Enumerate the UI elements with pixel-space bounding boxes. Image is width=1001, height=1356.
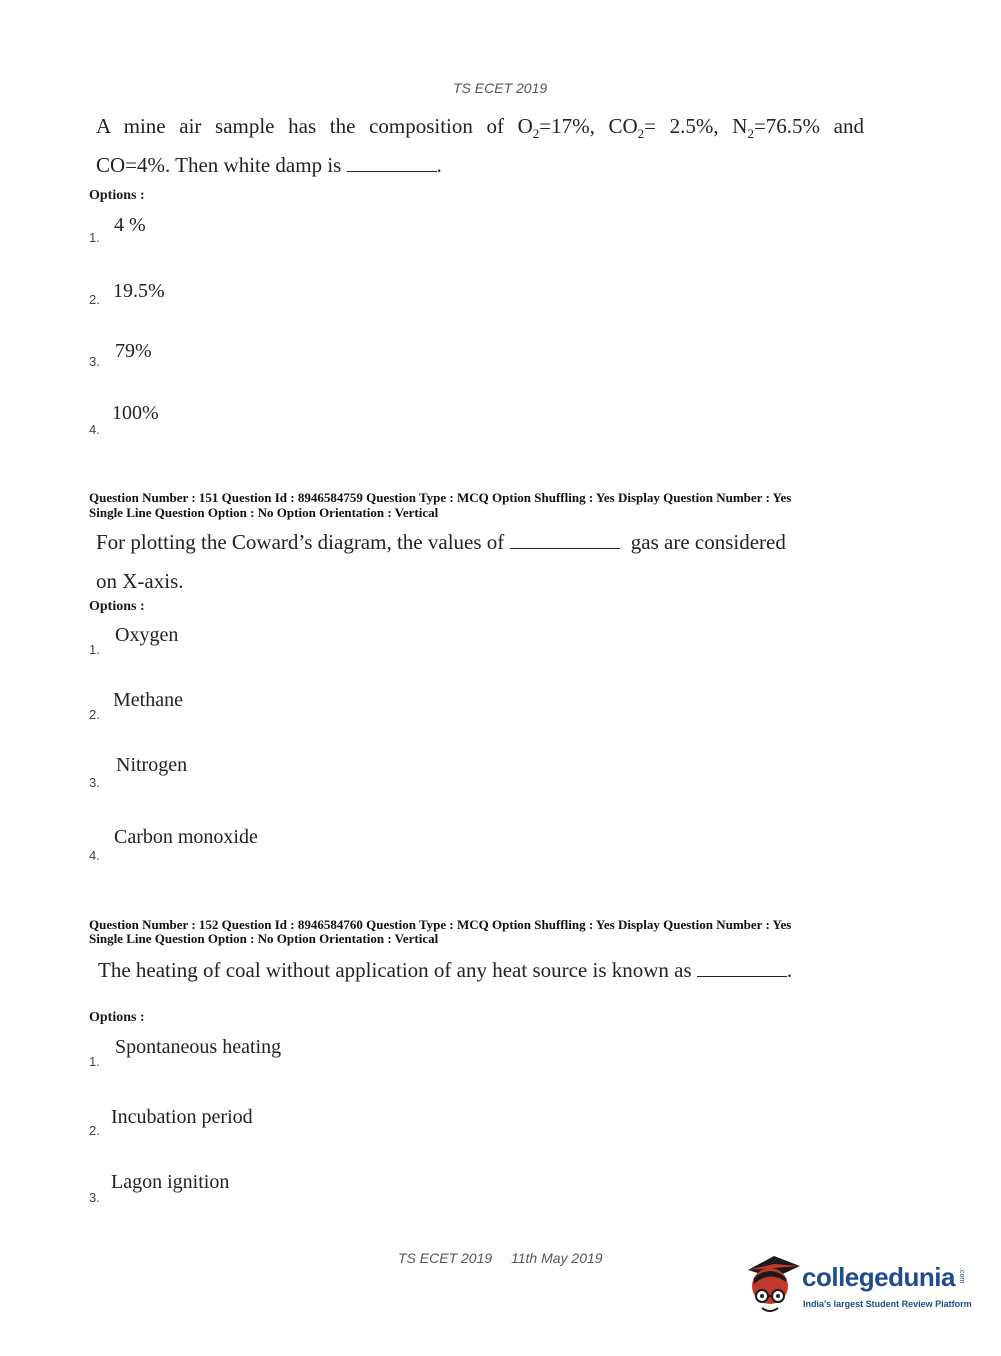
- options-label: Options :: [89, 188, 145, 203]
- footer-exam: TS ECET 2019: [398, 1250, 493, 1266]
- option-number: 1.: [89, 1054, 100, 1069]
- option-number: 3.: [89, 775, 100, 790]
- option-number: 2.: [89, 707, 100, 722]
- question-stem: For plotting the Coward’s diagram, the values of gas are considered: [96, 530, 786, 554]
- option-number: 2.: [89, 1123, 100, 1138]
- page-header: TS ECET 2019: [453, 80, 548, 96]
- collegedunia-logo: [740, 1248, 970, 1324]
- option-number: 4.: [89, 422, 100, 437]
- answer-blank: [697, 975, 787, 977]
- footer-date: 11th May 2019: [511, 1250, 603, 1266]
- logo-wordmark: collegedunia: [802, 1262, 955, 1292]
- question-meta: Single Line Question Option : No Option Orientation : Vertical: [89, 505, 439, 520]
- question-meta: Question Number : 152 Question Id : 8946584760 Question Type : MCQ Option Shuffling : Yes Display Question Number : Yes: [89, 917, 792, 932]
- question-stem-line2: CO=4%. Then white damp is .: [96, 153, 442, 177]
- option-text: Carbon monoxide: [114, 826, 258, 848]
- question-meta: Single Line Question Option : No Option Orientation : Vertical: [89, 931, 439, 946]
- option-number: 3.: [89, 1190, 100, 1205]
- question-stem: The heating of coal without application of any heat source is known as .: [98, 958, 793, 982]
- question-stem: A mine air sample has the composition of $O_2=17\%$, $CO_2= 2.5\%$, $N_2=76.5\%$ and: [96, 114, 864, 142]
- answer-blank: [510, 547, 620, 549]
- options-label: Options :: [89, 1010, 145, 1025]
- logo-tagline: India's largest Student Review Platform: [803, 1299, 972, 1309]
- option-text: Nitrogen: [116, 754, 188, 776]
- logo-domain: .com: [958, 1268, 965, 1284]
- option-text: Lagon ignition: [111, 1171, 230, 1193]
- option-text: 79%: [115, 340, 152, 362]
- option-text: 19.5%: [113, 280, 165, 302]
- answer-blank: [347, 170, 437, 172]
- option-number: 4.: [89, 848, 100, 863]
- option-number: 1.: [89, 642, 100, 657]
- option-text: Methane: [113, 689, 183, 711]
- option-number: 1.: [89, 230, 100, 245]
- question-stem-line2: on X-axis.: [96, 569, 184, 593]
- mascot-icon: [740, 1248, 802, 1318]
- option-number: 2.: [89, 292, 100, 307]
- option-text: Spontaneous heating: [115, 1036, 282, 1058]
- option-text: Oxygen: [115, 624, 179, 646]
- option-text: 100%: [112, 402, 159, 424]
- option-number: 3.: [89, 354, 100, 369]
- option-text: 4 %: [114, 214, 146, 236]
- option-text: Incubation period: [111, 1106, 253, 1128]
- options-label: Options :: [89, 599, 145, 614]
- question-meta: Question Number : 151 Question Id : 8946584759 Question Type : MCQ Option Shuffling : Yes Display Question Number : Yes: [89, 490, 792, 505]
